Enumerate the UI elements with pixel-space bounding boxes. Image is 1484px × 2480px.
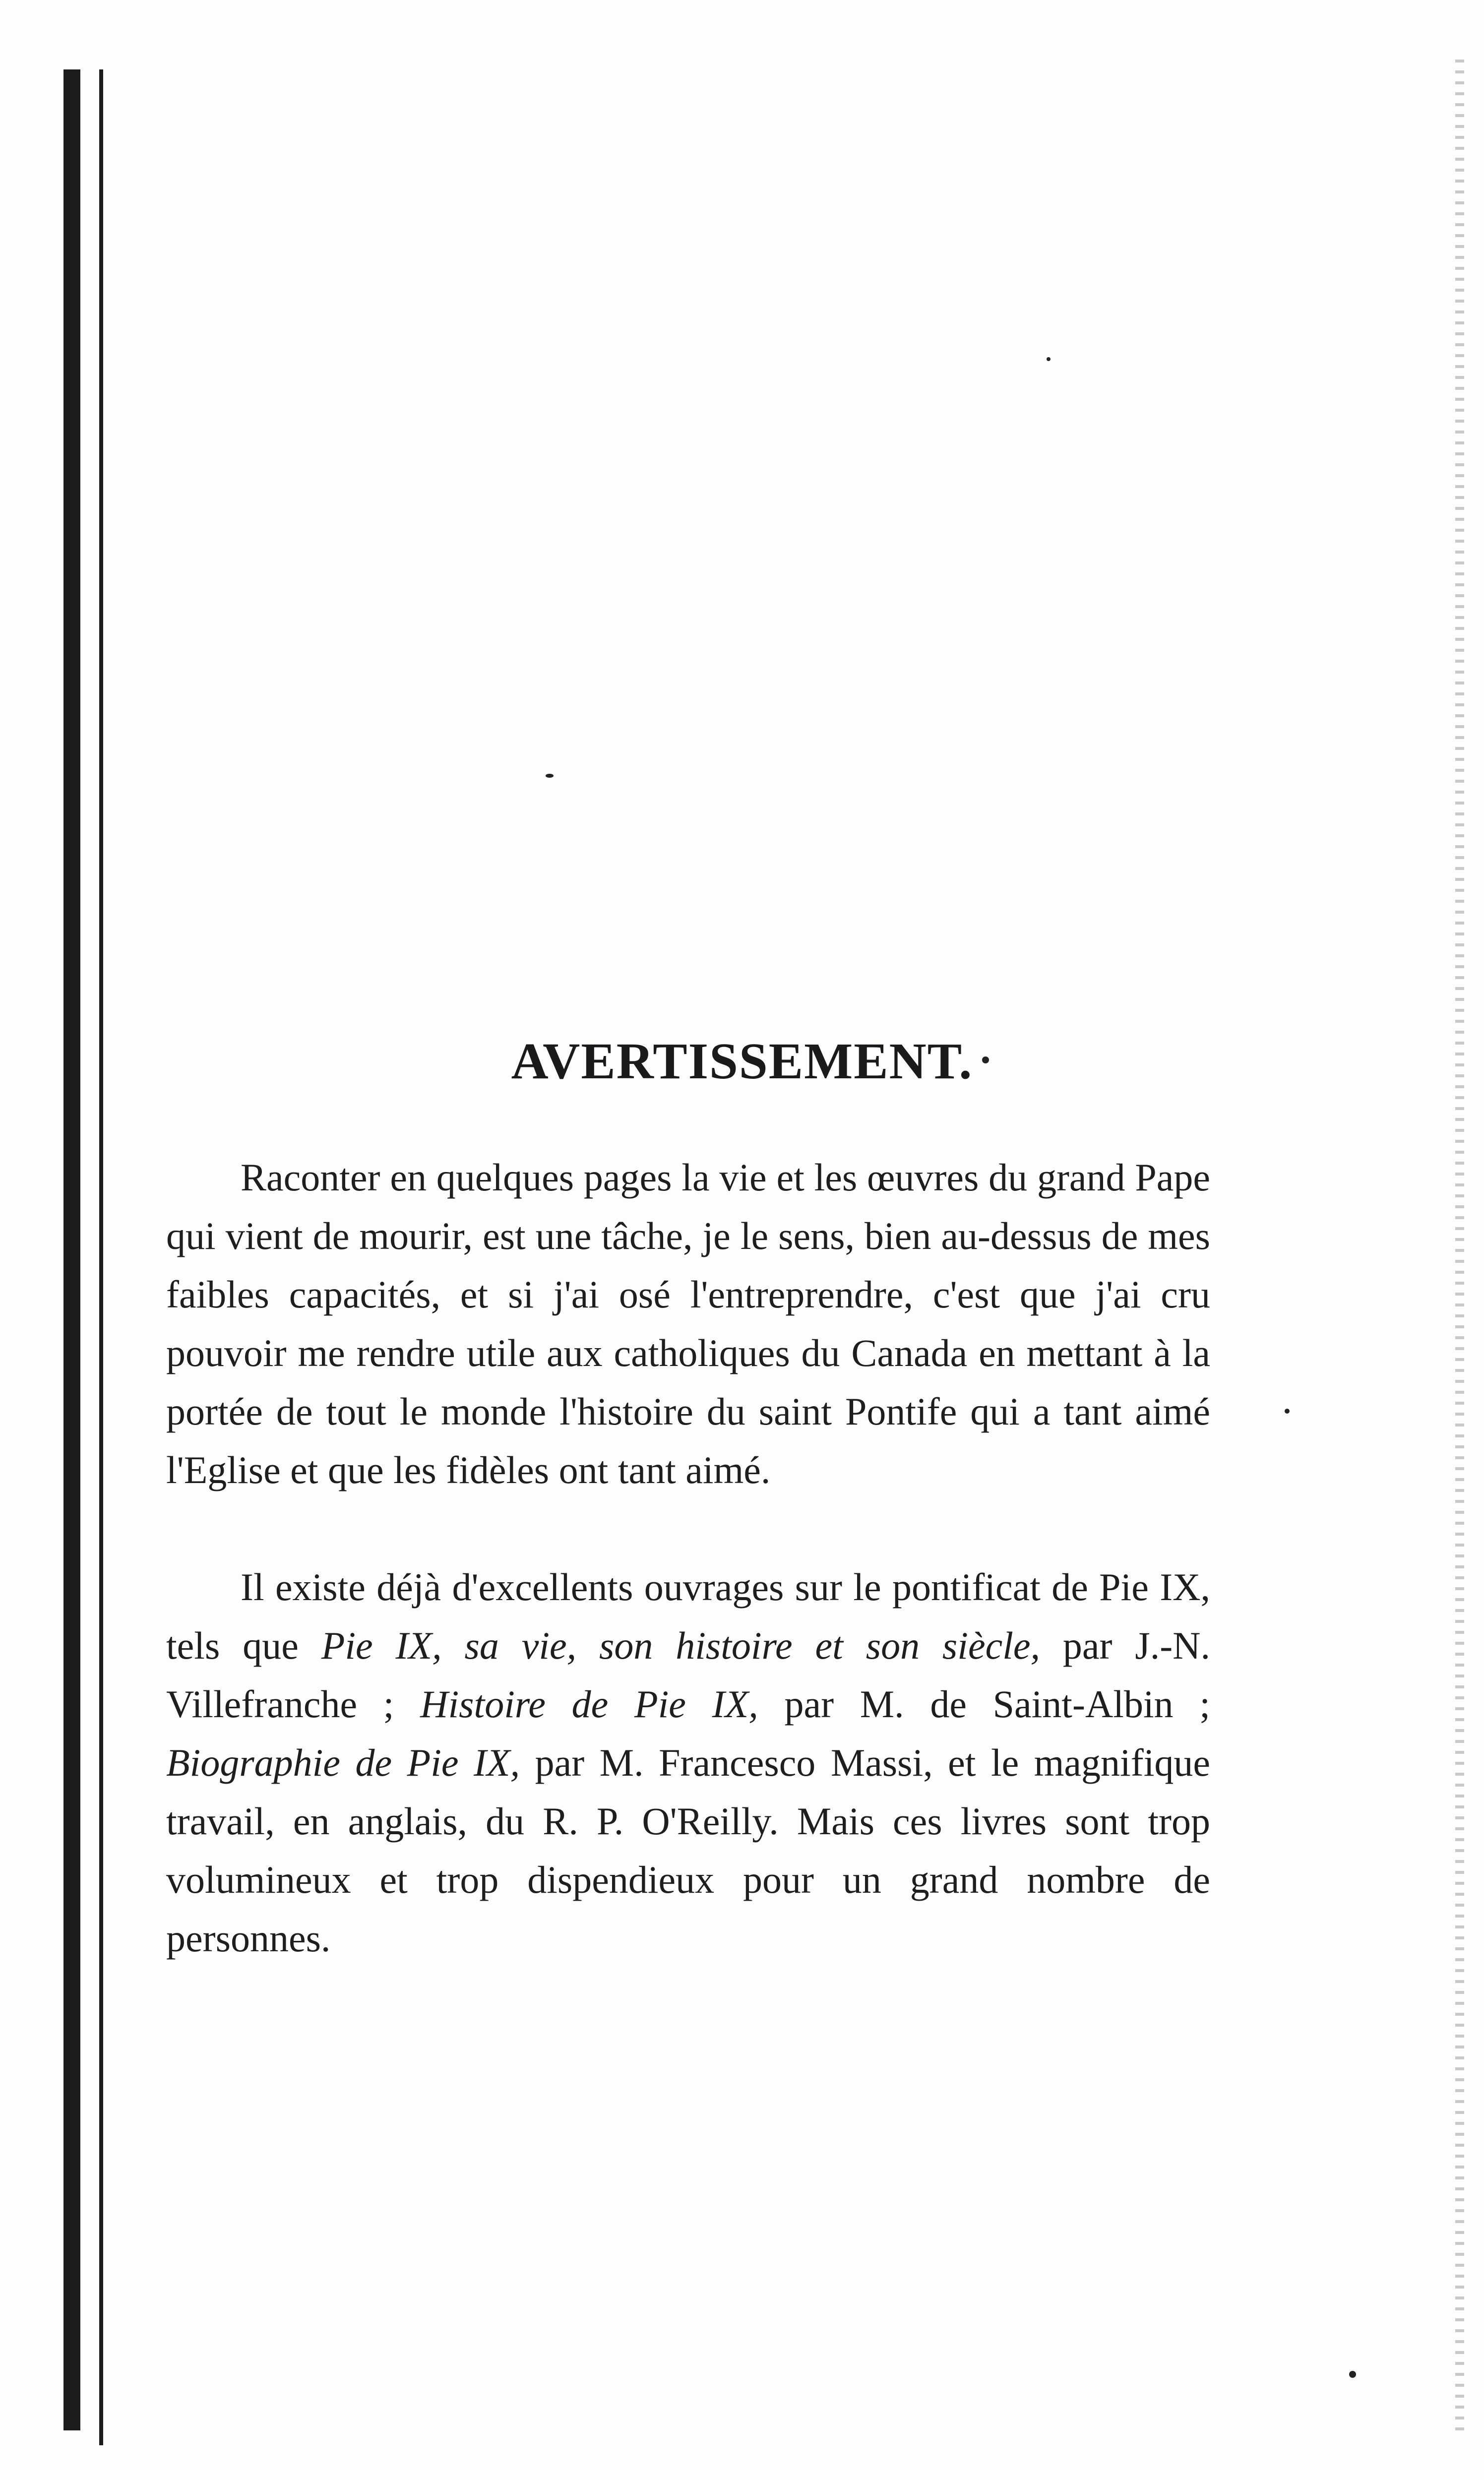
- paragraph-text: Il existe déjà d'excellents ouvrages sur le pontificat de Pie IX, tels que: [166, 1565, 1210, 1667]
- book-title-text: Histoire de Pie IX,: [420, 1682, 758, 1726]
- page-title: AVERTISSEMENT.: [511, 1032, 973, 1090]
- paragraph-1: [166, 1148, 1210, 1499]
- book-title-text: Biographie de Pie IX,: [166, 1741, 520, 1784]
- paragraph-text: Raconter en quelques pages la vie et les œuvres du grand Pape qui vient de mourir, est une tâche, je le sens, bien au-dessus de mes faibles capacités, et si j'ai osé l'entreprendre, c'est que j'ai cru pouvoir me rendre utile aux catholiques du Canada en mettant à la portée de tout le monde l'histoire du saint Pontife qui a tant aimé l'Eglise et que les fidèles ont tant aimé.: [166, 1156, 1210, 1491]
- body-text: [166, 1148, 1210, 2026]
- binding-edge-shadow: [63, 69, 80, 2430]
- paragraph-text: par J.-N. Villefranche ;: [166, 1624, 1210, 1726]
- paragraph-text: par M. Francesco Massi, et le magnifique travail, en anglais, du R. P. O'Reilly. Mais ces livres sont trop volumineux et trop dispendieux pour un grand nombre de personnes.: [166, 1741, 1210, 1960]
- print-speck: [1349, 2371, 1356, 2378]
- paragraph-2: [166, 1558, 1210, 1968]
- print-speck: [1285, 1409, 1290, 1414]
- right-edge-scan-artifact: [1455, 60, 1464, 2430]
- paragraph-text: par M. de Saint-Albin ;: [758, 1682, 1211, 1726]
- binding-edge-line: [99, 69, 103, 2445]
- print-speck: [1047, 357, 1051, 361]
- print-speck: [546, 774, 554, 778]
- book-title-text: Pie IX, sa vie, son histoire et son siècle,: [321, 1624, 1040, 1667]
